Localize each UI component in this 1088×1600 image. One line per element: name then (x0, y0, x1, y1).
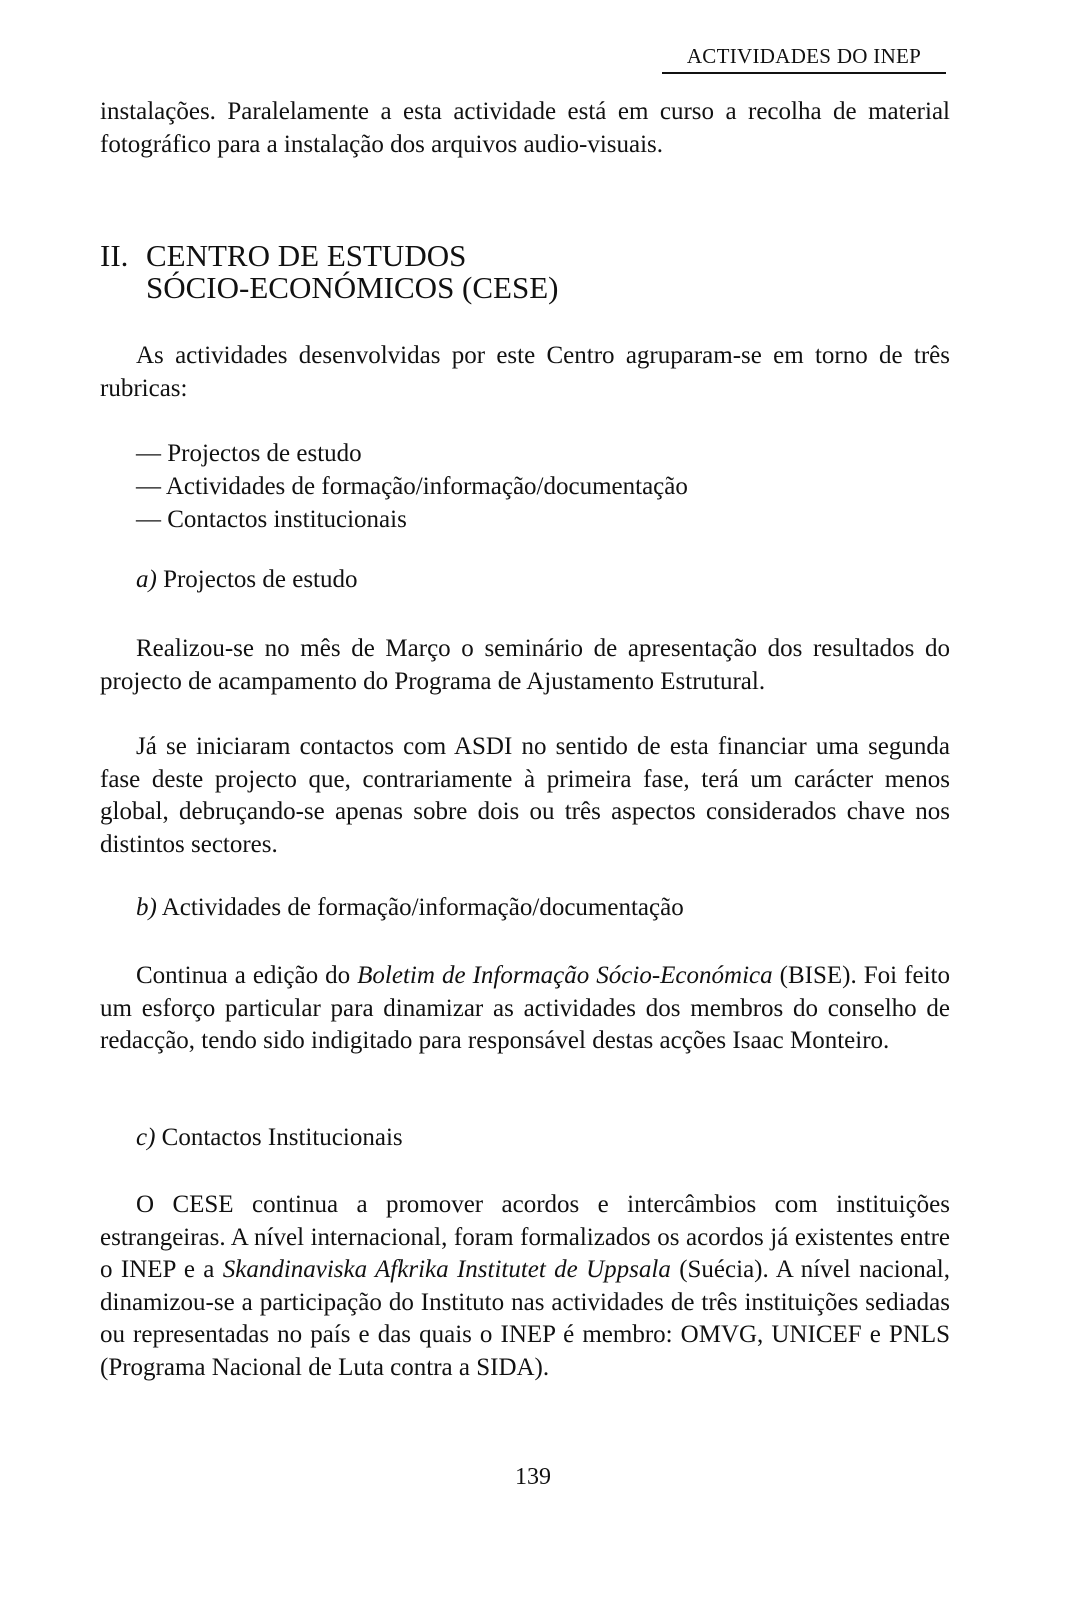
subsection-title: Projectos de estudo (163, 566, 358, 593)
text: O CESE continua a promover acordos e intercâmbios com instituições estrangeiras. A nível internacional, foram formalizados os acordos já existentes entre o INEP e a (100, 1191, 950, 1283)
rubric-item: — Contactos institucionais (136, 506, 407, 533)
rubric-item: — Projectos de estudo (136, 440, 362, 467)
subsection-b-heading (136, 894, 684, 922)
rubric-item: — Actividades de formação/informação/documentação (136, 473, 688, 500)
continuation-paragraph: instalações. Paralelamente a esta actividade está em curso a recolha de material fotográfico para a instalação dos arquivos audio-visuais. (100, 98, 950, 158)
running-head: ACTIVIDADES DO INEP (662, 44, 946, 74)
subsection-title: Actividades de formação/informação/documentação (161, 894, 684, 921)
text: (BISE). Foi feito um esforço particular para dinamizar as actividades dos membros do conselho de redacção, tendo sido indigitado para responsável destas acções Isaac Monteiro. (100, 962, 950, 1054)
section-heading (100, 240, 559, 304)
subsection-a-paragraph2: Já se iniciaram contactos com ASDI no sentido de esta financiar uma segunda fase deste projecto que, contrariamente à primeira fase, terá um carácter menos global, debruçando-se apenas sobre dois ou três aspectos considerados chave nos distintos sectores. (100, 733, 950, 858)
section-number: II. (100, 238, 129, 273)
rubric-list (136, 437, 688, 536)
text: Continua a edição do (136, 962, 358, 989)
subsection-a-paragraph1: Realizou-se no mês de Março o seminário de apresentação dos resultados do projecto de acampamento do Programa de Ajustamento Estrutural. (100, 635, 950, 695)
publication-title: Boletim de Informação Sócio-Económica (357, 962, 773, 989)
text: (Suécia). A nível nacional, dinamizou-se a participação do Instituto nas actividades de três instituições sediadas ou representadas no país e das quais o INEP é membro: OMVG, UNICEF e PNLS (Programa Nacional de Luta contra a SIDA). (100, 1256, 950, 1381)
subsection-c-heading (136, 1124, 403, 1152)
section-title-line2: SÓCIO-ECONÓMICOS (CESE) (146, 270, 559, 305)
page-number: 139 (515, 1464, 551, 1490)
subsection-title: Contactos Institucionais (161, 1124, 403, 1151)
section-title-line1: CENTRO DE ESTUDOS (146, 238, 467, 273)
section-intro: As actividades desenvolvidas por este Centro agruparam-se em torno de três rubricas: (100, 342, 950, 402)
subsection-marker: a) (136, 566, 157, 593)
subsection-marker: c) (136, 1124, 156, 1151)
subsection-c-paragraph (100, 1189, 950, 1384)
subsection-b-paragraph (100, 960, 950, 1058)
subsection-marker: b) (136, 894, 157, 921)
institution-name: Skandinaviska Afkrika Institutet de Uppsala (222, 1256, 671, 1283)
subsection-a-heading (136, 566, 358, 594)
